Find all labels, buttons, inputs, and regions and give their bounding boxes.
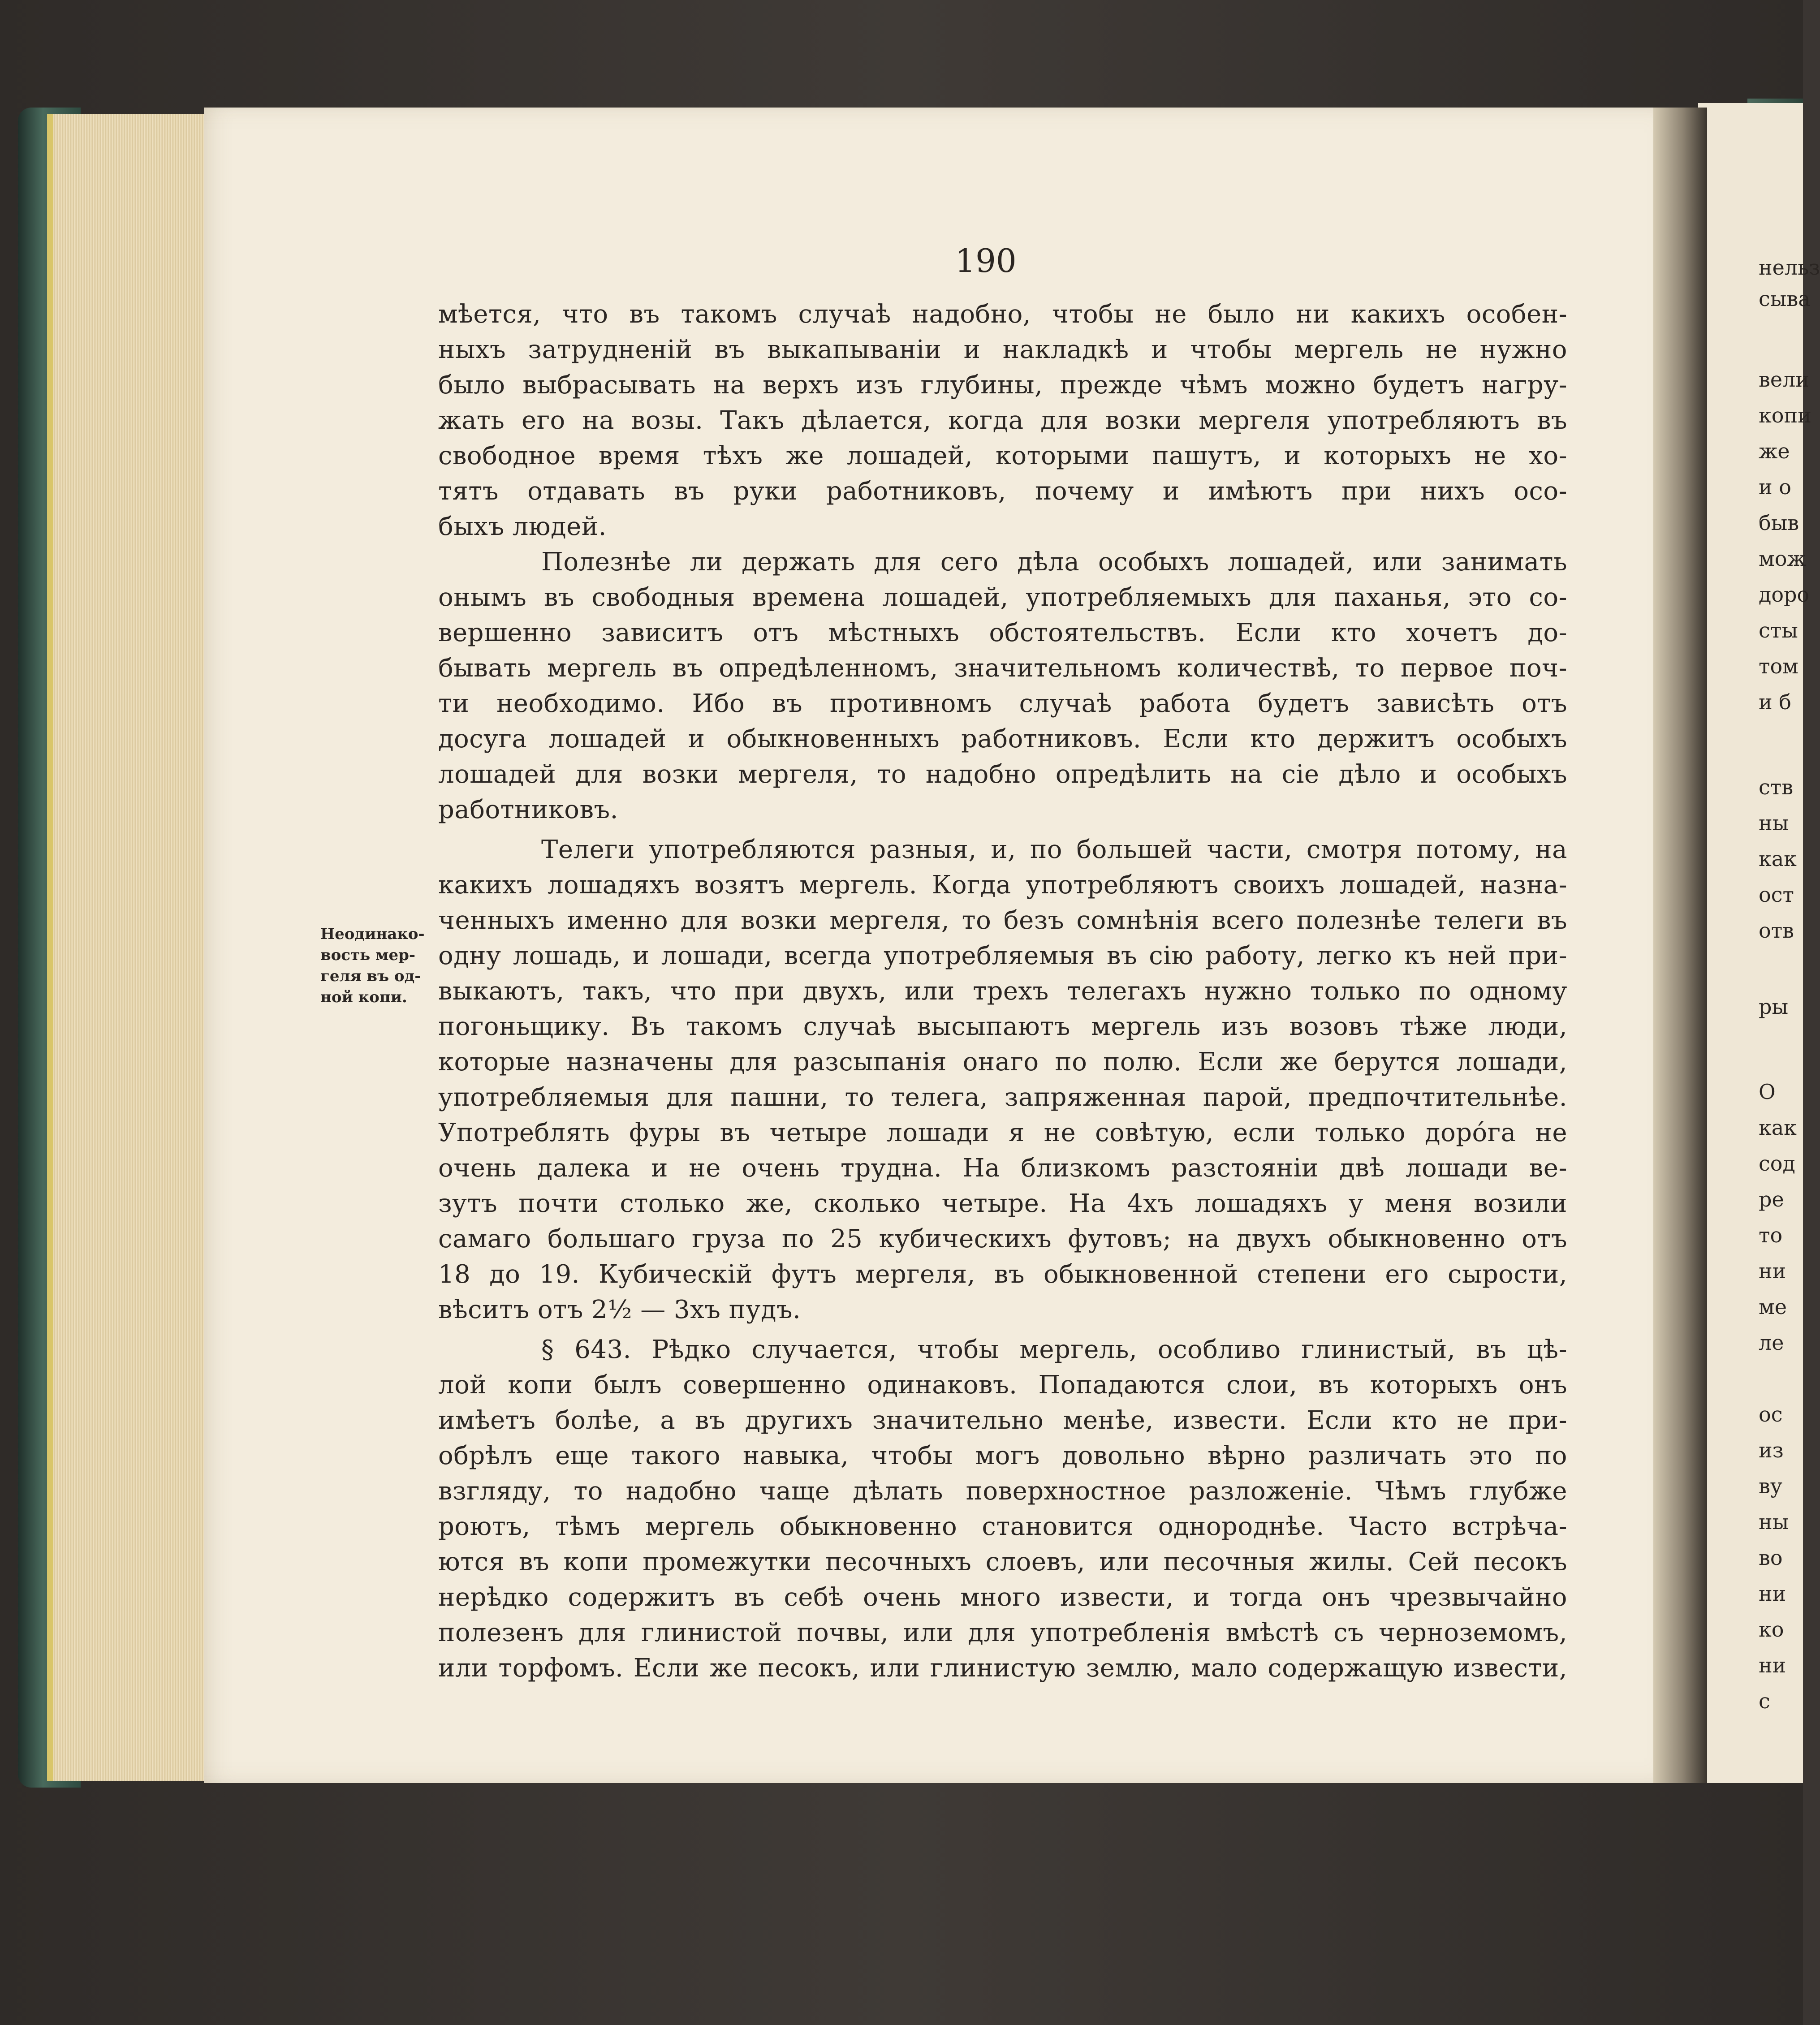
text-line: 18 до 19. Кубическій футъ мергеля, въ обыкновенной степени его сырости,	[438, 1260, 1567, 1289]
text-line: быхъ людей.	[438, 512, 607, 541]
right-fragment: ре	[1759, 1187, 1784, 1211]
right-fragment: копи	[1759, 403, 1811, 427]
text-line: досуга лошадей и обыкновенныхъ работниковъ. Если кто держитъ особыхъ	[438, 724, 1567, 754]
text-line: онымъ въ свободныя времена лошадей, употребляемыхъ для паханья, это со-	[438, 583, 1567, 612]
margin-note-line: ной копи.	[320, 988, 407, 1006]
right-fragment: сыва	[1759, 287, 1811, 311]
book-gutter	[1653, 108, 1707, 1783]
text-line: ются въ копи промежутки песочныхъ слоевъ, или песочныя жилы. Сей песокъ	[438, 1547, 1567, 1577]
text-line: роютъ, тѣмъ мергель обыкновенно становится однороднѣе. Часто встрѣча-	[438, 1512, 1567, 1541]
right-fragment: мож	[1759, 547, 1806, 571]
right-fragment: как	[1759, 1116, 1797, 1140]
text-line: ти необходимо. Ибо въ противномъ случаѣ работа будетъ зависѣть отъ	[438, 689, 1567, 718]
right-fragment: же	[1759, 439, 1790, 463]
text-line: зутъ почти столько же, сколько четыре. На 4хъ лошадяхъ у меня возили	[438, 1189, 1567, 1218]
margin-note-line: Неодинако-	[320, 925, 425, 943]
right-fragment: из	[1759, 1438, 1784, 1462]
text-line: имѣетъ болѣе, а въ другихъ значительно менѣе, извести. Если кто не при-	[438, 1406, 1567, 1435]
text-line: ныхъ затрудненій въ выкапываніи и накладкѣ и чтобы мергель не нужно	[438, 335, 1567, 364]
text-line: было выбрасывать на верхъ изъ глубины, прежде чѣмъ можно будетъ нагру-	[438, 371, 1567, 400]
right-fragment: отв	[1759, 918, 1794, 943]
text-line: выкаютъ, такъ, что при двухъ, или трехъ телегахъ нужно только по одному	[438, 977, 1567, 1006]
text-line: очень далека и не очень трудна. На близкомъ разстояніи двѣ лошади ве-	[438, 1154, 1567, 1183]
right-fragment: и о	[1759, 475, 1791, 499]
text-line: нерѣдко содержитъ въ себѣ очень много извести, и тогда онъ чрезвычайно	[438, 1583, 1567, 1612]
right-fragment: во	[1759, 1546, 1783, 1570]
right-fragment: ни	[1759, 1653, 1786, 1677]
right-fragment: нельз	[1759, 255, 1820, 280]
right-fragment: ни	[1759, 1581, 1786, 1606]
text-line: Употреблять фуры въ четыре лошади я не совѣтую, если только дорóга не	[438, 1118, 1567, 1147]
text-line: какихъ лошадяхъ возятъ мергель. Когда употребляютъ своихъ лошадей, назна-	[438, 870, 1567, 900]
text-line: свободное время тѣхъ же лошадей, которыми пашутъ, и которыхъ не хо-	[438, 441, 1567, 470]
text-line: жать его на возы. Такъ дѣлается, когда для возки мергеля употребляютъ въ	[438, 406, 1567, 435]
right-fragment: ры	[1759, 995, 1789, 1019]
text-line: одну лошадь, и лошади, всегда употребляемыя въ сію работу, легко къ ней при-	[438, 941, 1567, 970]
text-line: лой копи былъ совершенно одинаковъ. Попадаются слои, въ которыхъ онъ	[438, 1370, 1567, 1400]
right-fragment: то	[1759, 1223, 1783, 1247]
text-line: самаго большаго груза по 25 кубическихъ футовъ; на двухъ обыкновенно отъ	[438, 1224, 1567, 1254]
right-fragment: ны	[1759, 1510, 1789, 1534]
text-line: тятъ отдавать въ руки работниковъ, почему и имѣютъ при нихъ осо-	[438, 477, 1567, 506]
text-line: работниковъ.	[438, 795, 618, 824]
right-fragment: доро	[1759, 582, 1810, 607]
right-fragment: ко	[1759, 1617, 1784, 1642]
text-line: бывать мергель въ опредѣленномъ, значительномъ количествѣ, то первое поч-	[438, 654, 1567, 683]
right-fragment: с	[1759, 1689, 1770, 1713]
text-line: вѣситъ отъ 2½ — 3хъ пудъ.	[438, 1295, 801, 1324]
right-fragment: ос	[1759, 1402, 1783, 1426]
text-line: полезенъ для глинистой почвы, или для употребленія вмѣстѣ съ черноземомъ,	[438, 1618, 1567, 1647]
right-fragment: ств	[1759, 775, 1794, 799]
margin-note-line: вость мер-	[320, 946, 416, 964]
right-fragment: сты	[1759, 618, 1798, 642]
text-line: которые назначены для разсыпанія онаго по полю. Если же берутся лошади,	[438, 1047, 1567, 1077]
right-fragment: и б	[1759, 690, 1791, 714]
page-edges	[47, 114, 215, 1781]
margin-note-line: геля въ од-	[320, 967, 421, 985]
page-number: 190	[955, 242, 1017, 280]
text-line: употребляемыя для пашни, то телега, запряженная парой, предпочтительнѣе.	[438, 1083, 1567, 1112]
margin-note	[320, 924, 432, 1008]
text-line: или торфомъ. Если же песокъ, или глинистую землю, мало содержащую извести,	[438, 1654, 1567, 1683]
text-line: лошадей для возки мергеля, то надобно опредѣлить на сіе дѣло и особыхъ	[438, 760, 1567, 789]
text-line: ченныхъ именно для возки мергеля, то безъ сомнѣнія всего полезнѣе телеги въ	[438, 906, 1567, 935]
right-fragment: быв	[1759, 511, 1799, 535]
text-line: мѣется, что въ такомъ случаѣ надобно, чтобы не было ни какихъ особен-	[438, 300, 1567, 329]
right-fragment: ни	[1759, 1259, 1786, 1283]
text-line: погоньщику. Въ такомъ случаѣ высыпаютъ мергель изъ возовъ тѣже люди,	[438, 1012, 1567, 1041]
right-fragment: ны	[1759, 811, 1789, 835]
right-fragment: как	[1759, 847, 1797, 871]
right-fragment: сод	[1759, 1151, 1795, 1176]
right-fragment: ост	[1759, 883, 1794, 907]
section-643-first-line: § 643. Рѣдко случается, чтобы мергель, особливо глинистый, въ цѣ-	[541, 1335, 1567, 1364]
text-line: Телеги употребляются разныя, и, по большей части, смотря потому, на	[541, 835, 1567, 864]
right-fragment: вели	[1759, 367, 1810, 392]
right-fragment: ме	[1759, 1295, 1787, 1319]
right-fragment: ву	[1759, 1474, 1782, 1498]
body-text	[438, 297, 1567, 1686]
text-line: обрѣлъ еще такого навыка, чтобы могъ довольно вѣрно различать это по	[438, 1441, 1567, 1470]
text-line: вершенно зависитъ отъ мѣстныхъ обстоятельствъ. Если кто хочетъ до-	[438, 618, 1567, 647]
right-fragment: ле	[1759, 1331, 1784, 1355]
text-line: Полезнѣе ли держать для сего дѣла особыхъ лошадей, или занимать	[541, 547, 1567, 577]
right-fragment: том	[1759, 654, 1798, 678]
right-fragment: О	[1759, 1080, 1776, 1104]
text-line: взгляду, то надобно чаще дѣлать поверхностное разложеніе. Чѣмъ глубже	[438, 1477, 1567, 1506]
